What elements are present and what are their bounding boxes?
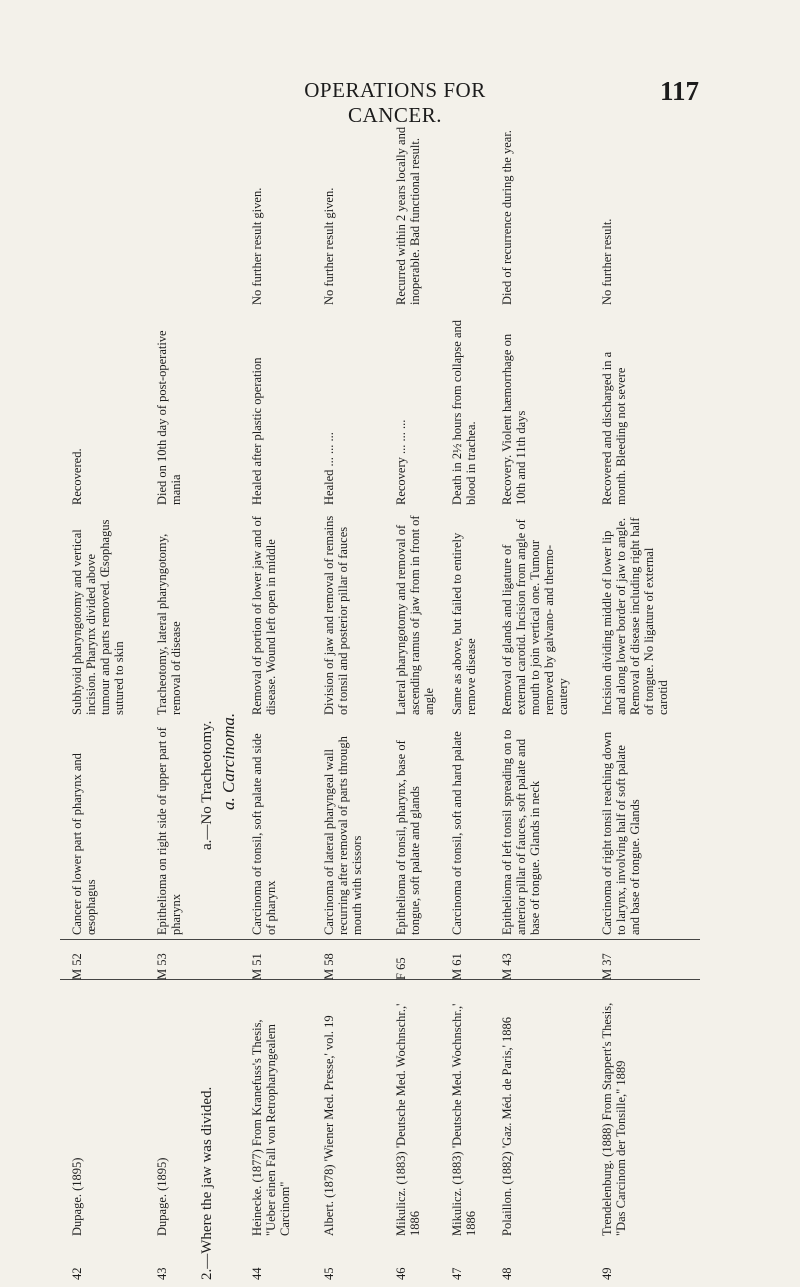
case-author: Albert. (1878) 'Wiener Med. Presse,' vol. 19: [322, 1015, 336, 1236]
case-sex-age: F 65: [394, 957, 408, 980]
case-disease: Carcinoma of lateral pharyngeal wall recurring after removal of parts through mouth with scissors: [322, 736, 364, 935]
case-sex-age: M 37: [600, 953, 614, 980]
case-number: 47: [450, 1267, 464, 1280]
case-number: 44: [250, 1267, 264, 1280]
case-author: Dupage. (1895): [155, 1157, 169, 1236]
case-final: No further result given.: [322, 187, 336, 305]
case-number: 43: [155, 1267, 169, 1280]
case-final: No further result.: [600, 218, 614, 305]
case-author: Mikulicz. (1883) 'Deutsche Med. Wochnschr.,' 1886: [450, 1003, 478, 1236]
section-title: a. Carcinoma.: [219, 712, 238, 810]
case-result: Healed after plastic operation: [250, 357, 264, 505]
case-operation: Tracheotomy, lateral pharyngotomy, removal of disease: [155, 533, 183, 715]
case-sex-age: M 53: [155, 953, 169, 980]
case-disease: Carcinoma of tonsil, soft palate and side of pharynx: [250, 733, 278, 935]
case-result: Death in 2½ hours from collapse and blood in trachea.: [450, 319, 478, 505]
case-number: 46: [394, 1267, 408, 1280]
case-sex-age: M 43: [500, 953, 514, 980]
case-result: Recovered and discharged in a month. Bleeding not severe: [600, 351, 628, 505]
case-number: 42: [70, 1267, 84, 1280]
case-author: Trendelenburg. (1888) From Stappert's Thesis, "Das Carcinom der Tonsille," 1889: [600, 1002, 628, 1236]
case-final: Recurred within 2 years locally and inoperable. Bad functional result.: [394, 126, 422, 305]
case-result: Healed ... ... ...: [322, 432, 336, 505]
case-sex-age: M 52: [70, 953, 84, 980]
page-number: 117: [660, 76, 700, 106]
case-operation: Same as above, but failed to entirely remove disease: [450, 532, 478, 715]
case-disease: Carcinoma of right tonsil reaching down to larynx, involving half of soft palate and base of tongue. Glands: [600, 731, 642, 935]
running-title: OPERATIONS FOR CANCER.: [304, 78, 486, 127]
case-operation: Incision dividing middle of lower lip and along lower border of jaw to angle. Removal of disease including right half of tongue. No ligature of external carotid: [600, 517, 670, 715]
section-heading: 2.—Where the jaw was divided.: [199, 1086, 215, 1280]
rotated-table: [60, 120, 700, 1280]
case-result: Recovery ... ... ...: [394, 419, 408, 505]
case-author: Dupage. (1895): [70, 1157, 84, 1236]
case-disease: Carcinoma of tonsil, soft and hard palate: [450, 731, 464, 935]
case-number: 49: [600, 1267, 614, 1280]
section-subheading: a.—No Tracheotomy.: [199, 720, 215, 850]
case-number: 48: [500, 1267, 514, 1280]
case-operation: Subhyoid pharyngotomy and vertical incision. Pharynx divided above tumour and parts removed. Œsophagus sutured to skin: [70, 519, 126, 715]
case-sex-age: M 58: [322, 953, 336, 980]
case-sex-age: M 61: [450, 953, 464, 980]
case-number: 45: [322, 1267, 336, 1280]
case-operation: Lateral pharyngotomy and removal of ascending ramus of jaw from in front of angle: [394, 515, 436, 715]
case-result: Died on 10th day of post-operative mania: [155, 330, 183, 505]
case-author: Mikulicz. (1883) 'Deutsche Med. Wochnschr.,' 1886: [394, 1003, 422, 1236]
case-result: Recovery. Violent hæmorrhage on 10th and 11th days: [500, 333, 528, 505]
case-operation: Division of jaw and removal of remains of tonsil and posterior pillar of fauces: [322, 515, 350, 715]
case-author: Polaillon. (1882) 'Gaz. Méd. de Paris,' 1886: [500, 1016, 514, 1236]
case-disease: Epithelioma on right side of upper part of pharynx: [155, 727, 183, 935]
case-disease: Cancer of lower part of pharynx and œsophagus: [70, 753, 98, 935]
case-result: Recovered.: [70, 448, 84, 505]
case-disease: Epithelioma of tonsil, pharynx, base of tongue, soft palate and glands: [394, 740, 422, 935]
case-disease: Epithelioma of left tonsil spreading on to anterior pillar of fauces, soft palate and base of tongue. Glands in neck: [500, 729, 542, 935]
case-operation: Removal of glands and ligature of external carotid. Incision from angle of mouth to join vertical one. Tumour removed by galvano- and thermo-cautery: [500, 519, 570, 715]
case-final: Died of recurrence during the year.: [500, 130, 514, 305]
case-sex-age: M 51: [250, 953, 264, 980]
page-header: [0, 0, 800, 127]
case-operation: Removal of portion of lower jaw and of disease. Wound left open in middle: [250, 516, 278, 715]
case-final: No further result given.: [250, 187, 264, 305]
case-author: Heinecke. (1877) From Kranefuss's Thesis, "Ueber einen Fall von Retropharyngealem Carcinom": [250, 1019, 292, 1236]
